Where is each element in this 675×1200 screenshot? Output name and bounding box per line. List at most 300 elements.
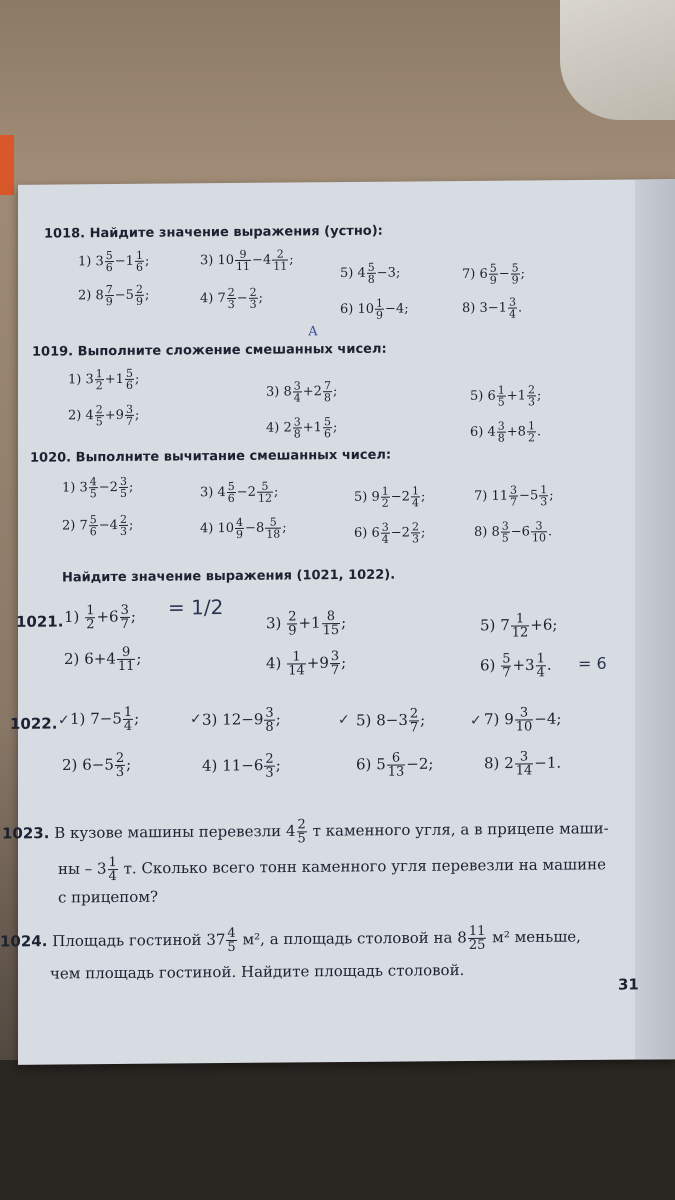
task-1020-heading bbox=[30, 448, 391, 466]
punctuation: ; bbox=[134, 371, 140, 387]
whole-part: 1 bbox=[498, 300, 507, 316]
whole-part: 7 bbox=[90, 709, 100, 728]
punctuation: ; bbox=[126, 755, 132, 774]
fraction: $\frac{3}{5}$ bbox=[501, 519, 509, 545]
operator: − bbox=[390, 489, 402, 505]
item-label: 2) bbox=[68, 408, 82, 424]
item-label: 3) bbox=[202, 710, 218, 729]
expr-1019-4 bbox=[266, 416, 337, 440]
whole-part: 3 bbox=[525, 655, 535, 674]
item-label: 3) bbox=[266, 384, 280, 400]
fraction: $\frac{1}{4}$ bbox=[536, 651, 545, 681]
punctuation: ; bbox=[552, 615, 558, 634]
punctuation: ; bbox=[282, 520, 287, 536]
expr-1020-3 bbox=[200, 481, 278, 505]
expr-1018-6 bbox=[340, 297, 409, 321]
fraction: $\frac{5}{6}$ bbox=[323, 415, 331, 441]
whole-part: 6 bbox=[479, 266, 488, 282]
expr-1018-3 bbox=[200, 248, 294, 272]
punctuation: ; bbox=[134, 709, 140, 728]
punctuation: ; bbox=[341, 653, 347, 672]
item-label: 5) bbox=[354, 489, 368, 505]
fraction: $\frac{5}{18}$ bbox=[266, 515, 281, 541]
expr-1021-1 bbox=[64, 604, 136, 632]
expr-1022-1 bbox=[70, 706, 139, 734]
operator: − bbox=[487, 300, 499, 316]
expr-1018-1 bbox=[78, 250, 149, 274]
whole-part: 2 bbox=[401, 489, 410, 505]
orange-book-edge bbox=[0, 135, 14, 195]
whole-part: 3 bbox=[398, 710, 408, 730]
fraction: $\frac{1}{12}$ bbox=[511, 611, 529, 641]
whole-part: 2 bbox=[247, 484, 256, 500]
fraction: $\frac{1}{5}$ bbox=[497, 383, 505, 409]
task-1022-number: 1022. bbox=[10, 714, 58, 733]
whole-part: 4 bbox=[357, 265, 366, 281]
fraction: $\frac{9}{11}$ bbox=[236, 247, 251, 273]
fraction: $\frac{2}{3}$ bbox=[119, 512, 127, 538]
white-object bbox=[560, 0, 675, 120]
operator: − bbox=[99, 709, 113, 728]
item-label: 1) bbox=[68, 372, 82, 388]
expr-1022-5 bbox=[356, 707, 425, 735]
operator: − bbox=[376, 265, 388, 281]
item-label: 1) bbox=[70, 709, 86, 728]
whole-part: 6 bbox=[82, 755, 92, 774]
punctuation: ; bbox=[144, 253, 150, 269]
expr-1020-4 bbox=[200, 517, 287, 541]
item-label: 7) bbox=[484, 710, 500, 729]
task-1023-line1: 1023. В кузове машины перевезли 4 $\frac{2}{5}$ т каменного угля, а в прицепе маши- bbox=[2, 817, 609, 847]
punctuation: ; bbox=[275, 756, 281, 775]
fraction: $\frac{1}{14}$ bbox=[288, 649, 305, 679]
punctuation: ; bbox=[275, 710, 281, 729]
fraction: $\frac{1}{3}$ bbox=[540, 483, 548, 509]
whole-part: 3 bbox=[95, 254, 104, 270]
check-mark: ✓ bbox=[338, 711, 350, 729]
expr-1019-3 bbox=[266, 380, 337, 404]
task-number: 1019. bbox=[32, 344, 74, 360]
item-label: 6) bbox=[470, 424, 484, 440]
item-label: 4) bbox=[200, 521, 214, 537]
whole-part: 2 bbox=[313, 384, 322, 400]
fraction: $\frac{3}{7}$ bbox=[125, 402, 133, 428]
fraction: $\frac{2}{7}$ bbox=[409, 706, 419, 736]
fraction: $\frac{5}{6}$ bbox=[105, 249, 113, 275]
fraction: $\frac{3}{14}$ bbox=[515, 749, 533, 779]
fraction: $\frac{7}{8}$ bbox=[323, 379, 331, 405]
whole-part: 9 bbox=[115, 407, 124, 424]
fraction: $\frac{1}{2}$ bbox=[527, 419, 535, 445]
fraction: $\frac{1}{4}$ bbox=[411, 484, 419, 510]
fraction: $\frac{5}{9}$ bbox=[489, 261, 497, 287]
expr-1021-4 bbox=[266, 650, 346, 678]
item-label: 6) bbox=[480, 656, 496, 675]
operator: − bbox=[114, 287, 126, 304]
whole-part: 8 bbox=[376, 711, 386, 730]
item-label: 2) bbox=[62, 518, 76, 534]
whole-part: 9 bbox=[504, 710, 514, 729]
item-label: 2) bbox=[62, 755, 78, 774]
expr-1022-3 bbox=[202, 707, 281, 735]
operator: + bbox=[93, 649, 107, 668]
whole-part: 3 bbox=[85, 372, 94, 388]
item-label: 3) bbox=[200, 485, 214, 501]
fraction: $\frac{8}{15}$ bbox=[322, 609, 340, 639]
item-label: 5) bbox=[470, 388, 484, 404]
expr-1020-7 bbox=[474, 484, 554, 508]
fraction: $\frac{3}{10}$ bbox=[515, 705, 533, 735]
whole-part: 4 bbox=[262, 252, 272, 268]
fraction: $\frac{5}{6}$ bbox=[227, 479, 235, 506]
whole-part: 5 bbox=[376, 755, 386, 774]
expr-1021-5 bbox=[480, 612, 557, 640]
fraction: $\frac{2}{3}$ bbox=[265, 751, 274, 781]
whole-part: 1 bbox=[125, 253, 134, 269]
task-1019-heading bbox=[32, 342, 387, 360]
task-number: 1018. bbox=[44, 226, 86, 242]
fraction: $\frac{3}{4}$ bbox=[508, 295, 516, 321]
fraction: $\frac{6}{13}$ bbox=[387, 750, 405, 780]
expr-1018-8 bbox=[462, 296, 522, 320]
whole-part: 8 bbox=[491, 524, 500, 540]
task-1023-line3: с прицепом? bbox=[58, 887, 159, 907]
punctuation: . bbox=[547, 524, 553, 540]
fraction: $\frac{3}{5}$ bbox=[119, 474, 127, 500]
fraction: $\frac{2}{11}$ bbox=[273, 247, 288, 273]
item-label: 4) bbox=[202, 756, 218, 775]
whole-part: 4 bbox=[109, 517, 118, 534]
task-text: Выполните сложение смешанных чисел: bbox=[77, 341, 387, 360]
task-1023-line2: ны – 3 $\frac{1}{4}$ т. Сколько всего тонн каменного угля перевезли на машине bbox=[58, 855, 606, 885]
fraction: $\frac{3}{7}$ bbox=[120, 602, 129, 632]
whole-part: 1 bbox=[313, 420, 322, 436]
expr-1019-5 bbox=[470, 384, 541, 408]
punctuation: ; bbox=[549, 488, 554, 504]
fraction: $\frac{2}{3}$ bbox=[411, 520, 419, 546]
punctuation: ; bbox=[520, 266, 526, 282]
punctuation: ; bbox=[428, 754, 434, 773]
expr-1020-6 bbox=[354, 521, 425, 545]
whole-part: 3 bbox=[387, 265, 396, 281]
operator: − bbox=[406, 754, 419, 773]
whole-part: 8 bbox=[283, 384, 292, 400]
item-label: 2) bbox=[64, 649, 80, 668]
fraction: $\frac{9}{11}$ bbox=[117, 644, 135, 674]
task-text: Выполните вычитание смешанных чисел: bbox=[75, 447, 392, 466]
textbook-page bbox=[0, 179, 675, 1065]
item-label: 7) bbox=[462, 266, 476, 282]
level-marker: А bbox=[308, 324, 318, 340]
fraction: $\frac{3}{8}$ bbox=[497, 419, 505, 445]
fraction: $\frac{2}{5}$ bbox=[95, 403, 103, 429]
fraction: $\frac{3}{7}$ bbox=[510, 483, 518, 509]
expr-1018-5 bbox=[340, 262, 400, 286]
check-mark: ✓ bbox=[470, 712, 482, 729]
fraction: $\frac{5}{9}$ bbox=[511, 261, 519, 287]
whole-part: 3 bbox=[79, 480, 88, 496]
fraction: $\frac{2}{9}$ bbox=[288, 609, 297, 639]
handwritten-answer-1021-6: = 6 bbox=[578, 653, 607, 673]
whole-part: 6 bbox=[487, 388, 496, 404]
fraction: $\frac{1}{9}$ bbox=[376, 296, 384, 322]
sub-heading: Найдите значение выражения (1021, 1022). bbox=[62, 567, 396, 586]
punctuation: . bbox=[556, 753, 562, 772]
punctuation: . bbox=[517, 300, 523, 316]
operator: + bbox=[104, 372, 116, 388]
expr-1020-5 bbox=[354, 485, 425, 509]
whole-part: 2 bbox=[109, 479, 118, 496]
item-label: 8) bbox=[474, 524, 488, 540]
whole-part: 12 bbox=[222, 710, 242, 729]
fraction: $\frac{1}{2}$ bbox=[86, 603, 95, 633]
whole-part: 11 bbox=[491, 488, 509, 504]
whole-part: 9 bbox=[371, 489, 380, 505]
operator: − bbox=[510, 524, 522, 540]
operator: − bbox=[385, 301, 396, 317]
expr-1019-6 bbox=[470, 420, 541, 444]
punctuation: . bbox=[546, 655, 552, 674]
punctuation: ; bbox=[289, 252, 294, 268]
item-label: 6) bbox=[356, 755, 372, 774]
fraction: $\frac{5}{7}$ bbox=[502, 651, 511, 681]
task-1021-number: 1021. bbox=[16, 612, 64, 631]
punctuation: ; bbox=[536, 388, 542, 404]
fraction: $\frac{3}{8}$ bbox=[265, 705, 274, 735]
fraction: $\frac{4}{5}$ bbox=[89, 475, 97, 501]
fraction: $\frac{1}{2}$ bbox=[95, 367, 103, 393]
item-label: 4) bbox=[266, 420, 280, 436]
whole-part: 4 bbox=[487, 424, 496, 440]
operator: + bbox=[506, 424, 518, 440]
fraction: $\frac{5}{8}$ bbox=[367, 260, 375, 286]
fraction: $\frac{2}{9}$ bbox=[135, 282, 143, 308]
whole-part: 4 bbox=[217, 485, 226, 501]
operator: + bbox=[506, 388, 518, 404]
operator: − bbox=[98, 480, 110, 496]
fraction: $\frac{5}{6}$ bbox=[125, 366, 133, 392]
whole-part: 5 bbox=[104, 755, 114, 774]
task-1024-line2: чем площадь гостиной. Найдите площадь столовой. bbox=[50, 960, 465, 983]
punctuation: ; bbox=[128, 517, 134, 533]
expr-1019-2 bbox=[68, 404, 139, 428]
task-1024-line1: 1024. Площадь гостиной 37 $\frac{4}{5}$ м², а площадь столовой на 8 $\frac{11}{25}$ м² меньше, bbox=[0, 923, 581, 956]
whole-part: 9 bbox=[319, 653, 329, 672]
punctuation: ; bbox=[128, 479, 134, 495]
task-1018-heading bbox=[44, 224, 383, 242]
task-number: 1024. bbox=[0, 932, 48, 951]
whole-part: 5 bbox=[125, 287, 134, 303]
whole-part: 7 bbox=[217, 291, 226, 307]
fraction: $\frac{5}{6}$ bbox=[89, 513, 97, 539]
expr-1020-1 bbox=[62, 476, 133, 500]
operator: − bbox=[385, 711, 399, 730]
punctuation: ; bbox=[420, 489, 426, 505]
item-label: 5) bbox=[356, 711, 372, 730]
whole-part: 4 bbox=[395, 301, 405, 317]
expr-1020-2 bbox=[62, 514, 133, 538]
whole-part: 6 bbox=[109, 607, 119, 626]
whole-part: 6 bbox=[84, 649, 94, 668]
operator: − bbox=[236, 290, 248, 306]
fraction: $\frac{3}{7}$ bbox=[330, 649, 340, 679]
expr-1021-6 bbox=[480, 652, 552, 680]
operator: − bbox=[91, 755, 105, 774]
whole-part: 6 bbox=[371, 525, 380, 541]
item-label: 6) bbox=[340, 301, 354, 318]
expr-1019-1 bbox=[68, 368, 139, 392]
operator: − bbox=[241, 710, 254, 729]
item-label: 1) bbox=[78, 254, 92, 270]
check-mark: ✓ bbox=[58, 712, 70, 729]
whole-part: 3 bbox=[479, 300, 488, 316]
operator: + bbox=[512, 655, 526, 675]
punctuation: ; bbox=[134, 407, 140, 423]
punctuation: ; bbox=[332, 384, 338, 400]
operator: − bbox=[241, 756, 254, 775]
expr-1022-7 bbox=[484, 706, 561, 734]
handwritten-answer-1021-1: = 1/2 bbox=[168, 595, 224, 620]
whole-part: 4 bbox=[85, 408, 94, 424]
whole-part: 6 bbox=[521, 524, 530, 540]
punctuation: ; bbox=[341, 613, 347, 632]
punctuation: ; bbox=[144, 287, 150, 303]
operator: − bbox=[252, 252, 263, 268]
operator: − bbox=[534, 753, 547, 772]
whole-part: 10 bbox=[217, 520, 235, 537]
fraction: $\frac{2}{3}$ bbox=[527, 383, 535, 409]
punctuation: ; bbox=[258, 290, 264, 306]
operator: − bbox=[245, 520, 256, 536]
whole-part: 10 bbox=[217, 252, 235, 269]
item-label: 1) bbox=[62, 480, 76, 496]
fraction: $\frac{3}{8}$ bbox=[293, 415, 301, 441]
operator: + bbox=[306, 653, 320, 672]
whole-part: 1 bbox=[546, 753, 557, 772]
dark-table-area bbox=[0, 1060, 675, 1200]
item-label: 4) bbox=[200, 291, 214, 307]
whole-part: 1 bbox=[115, 371, 124, 388]
whole-part: 9 bbox=[253, 710, 264, 729]
item-label: 8) bbox=[462, 300, 476, 316]
punctuation: ; bbox=[332, 420, 338, 436]
operator: + bbox=[298, 613, 312, 632]
item-label: 5) bbox=[480, 616, 496, 635]
operator: + bbox=[302, 384, 314, 400]
fraction: $\frac{2}{3}$ bbox=[227, 285, 235, 312]
expr-1018-7 bbox=[462, 262, 525, 286]
check-mark: ✓ bbox=[190, 711, 202, 728]
item-label: 1) bbox=[64, 607, 80, 626]
punctuation: . bbox=[536, 424, 542, 440]
item-label: 5) bbox=[340, 265, 354, 282]
punctuation: ; bbox=[420, 710, 426, 729]
fraction: $\frac{5}{12}$ bbox=[257, 479, 272, 505]
operator: − bbox=[114, 253, 126, 270]
operator: + bbox=[530, 615, 543, 634]
expr-1018-2 bbox=[78, 284, 149, 308]
punctuation: ; bbox=[556, 709, 562, 728]
page-edge bbox=[635, 179, 675, 1059]
whole-part: 2 bbox=[401, 525, 410, 541]
expr-1022-8 bbox=[484, 750, 561, 778]
operator: − bbox=[236, 484, 248, 500]
expr-1022-2 bbox=[62, 752, 131, 780]
fraction: $\frac{1}{6}$ bbox=[135, 248, 143, 274]
whole-part: 2 bbox=[504, 754, 514, 773]
task-text: Найдите значение выражения (устно): bbox=[89, 223, 383, 242]
whole-part: 8 bbox=[255, 520, 265, 536]
whole-part: 1 bbox=[311, 613, 321, 632]
whole-part: 4 bbox=[106, 649, 116, 668]
whole-part: 2 bbox=[418, 754, 429, 773]
operator: − bbox=[390, 525, 402, 541]
item-label: 3) bbox=[266, 614, 282, 633]
expr-1021-2 bbox=[64, 646, 141, 674]
item-label: 8) bbox=[484, 754, 500, 773]
item-label: 2) bbox=[78, 288, 92, 304]
whole-part: 1 bbox=[517, 388, 526, 404]
whole-part: 10 bbox=[357, 301, 375, 317]
item-label: 3) bbox=[200, 253, 214, 269]
punctuation: ; bbox=[420, 525, 426, 541]
fraction: $\frac{1}{4}$ bbox=[123, 704, 133, 734]
fraction: $\frac{2}{3}$ bbox=[115, 750, 125, 781]
whole-part: 8 bbox=[517, 424, 526, 440]
punctuation: ; bbox=[273, 484, 279, 500]
operator: − bbox=[98, 518, 110, 534]
operator: + bbox=[302, 420, 314, 436]
expr-1022-6 bbox=[356, 751, 433, 779]
whole-part: 6 bbox=[542, 615, 553, 634]
item-label: 4) bbox=[266, 654, 282, 673]
whole-part: 11 bbox=[222, 756, 242, 775]
fraction: $\frac{7}{9}$ bbox=[105, 283, 113, 309]
whole-part: 5 bbox=[112, 709, 122, 728]
task-number: 1020. bbox=[30, 450, 72, 466]
fraction: $\frac{3}{10}$ bbox=[531, 519, 546, 545]
punctuation: ; bbox=[404, 301, 409, 317]
operator: − bbox=[534, 709, 547, 728]
operator: + bbox=[104, 408, 116, 424]
expr-1018-4 bbox=[200, 287, 263, 311]
whole-part: 5 bbox=[529, 488, 539, 504]
punctuation: ; bbox=[395, 265, 401, 281]
fraction: $\frac{2}{3}$ bbox=[249, 285, 257, 311]
fraction: $\frac{4}{9}$ bbox=[236, 515, 244, 541]
operator: + bbox=[96, 607, 110, 626]
operator: − bbox=[498, 266, 510, 282]
whole-part: 6 bbox=[253, 756, 264, 775]
expr-1021-3 bbox=[266, 610, 346, 638]
page-number: 31 bbox=[618, 975, 639, 994]
fraction: $\frac{1}{2}$ bbox=[381, 484, 389, 510]
fraction: $\frac{3}{4}$ bbox=[293, 379, 301, 405]
whole-part: 7 bbox=[500, 616, 510, 635]
whole-part: 2 bbox=[283, 420, 292, 436]
operator: − bbox=[519, 488, 530, 504]
punctuation: ; bbox=[130, 607, 136, 626]
item-label: 6) bbox=[354, 525, 368, 541]
whole-part: 8 bbox=[95, 288, 104, 304]
expr-1022-4 bbox=[202, 753, 281, 781]
task-number: 1023. bbox=[2, 824, 50, 843]
punctuation: ; bbox=[136, 649, 142, 668]
expr-1020-8 bbox=[474, 520, 552, 544]
fraction: $\frac{3}{4}$ bbox=[381, 520, 389, 546]
whole-part: 4 bbox=[546, 709, 557, 728]
item-label: 7) bbox=[474, 488, 488, 504]
